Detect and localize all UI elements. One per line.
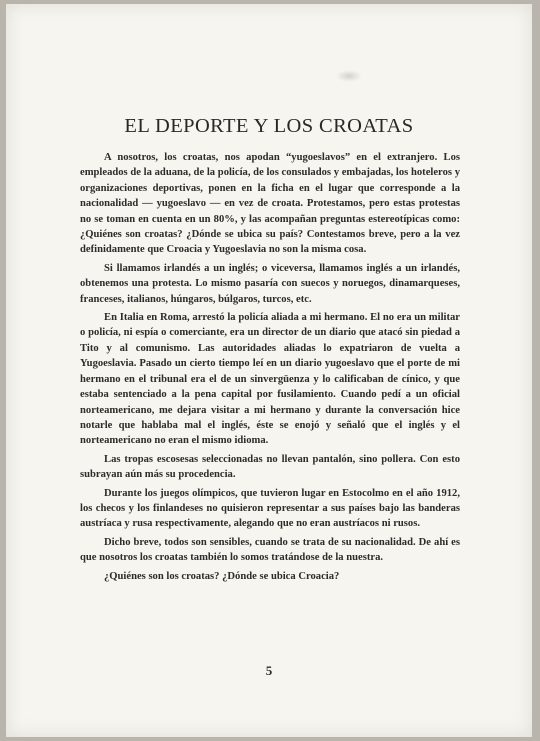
paragraph-7: ¿Quiénes son los croatas? ¿Dónde se ubica Croacia?: [104, 570, 340, 582]
book-page: [6, 4, 532, 737]
paragraph-1: A nosotros, los croatas, nos apodan “yugoeslavos” en el extranjero. Los empleados de la aduana, de la policía, de los consulados y embajadas, los hoteleros y organizaciones deportivas, ponen en la ficha en el lugar que corresponde a la nacionalidad — yugoeslavo — en vez de croata. Protestamos, pero estas protestas no se toman en cuenta en un 80%, y las acompañan preguntas estereotípicas como: ¿Quiénes son croatas? ¿Dónde se ubica su país? Contestamos breve, pero a la vez definidamente que Croacia y Yugoeslavia no son la misma cosa.: [80, 152, 460, 256]
paragraph-2: Si llamamos irlandés a un inglés; o viceversa, llamamos inglés a un irlandés, obtenemos una protesta. Lo mismo pasaría con suecos y noruegos, dinamarqueses, franceses, italianos, húngaros, búlgaros, turcos, etc.: [80, 262, 460, 305]
body-text: [80, 150, 460, 587]
page-number: 5: [265, 663, 273, 678]
paragraph-5: Durante los juegos olímpicos, que tuvieron lugar en Estocolmo en el año 1912, los checos y los finlandeses no quisieron representar a sus países bajo las banderas austríaca y rusa respectivamente, alegando que no eran austríacos ni rusos.: [80, 487, 460, 530]
paragraph-3: En Italia en Roma, arrestó la policía aliada a mi hermano. El no era un militar o policía, ni espía o comerciante, era un director de un diario que atacó sin piedad a Tito y al comunismo. Las autoridades aliadas lo expatriaron de vuelta a Yugoeslavia. Pasado un cierto tiempo leí en un diario yugoeslavo que el porte de mi hermano en el tribunal era el de un sinvergüenza y lo calificaban de cínico, y que estaba sentenciado a la pena capital por fusilamiento. Cuando pedí a un oficial norteamericano, me dejara visitar a mi hermano y durante la conversación hice notarle que hablaba mal el inglés, éste se enojó y señaló que el inglés y el norteamericano no eran el mismo idioma.: [80, 312, 460, 447]
paragraph-6: Dicho breve, todos son sensibles, cuando se trata de su nacionalidad. De ahí es que nosotros los croatas también lo somos tratándose de la nuestra.: [80, 536, 460, 564]
page-title: EL DEPORTE Y LOS CROATAS: [124, 115, 414, 137]
paper-smudge: [336, 70, 362, 82]
paragraph-4: Las tropas escosesas seleccionadas no llevan pantalón, sino pollera. Con esto subrayan aún más su procedencia.: [80, 453, 460, 481]
